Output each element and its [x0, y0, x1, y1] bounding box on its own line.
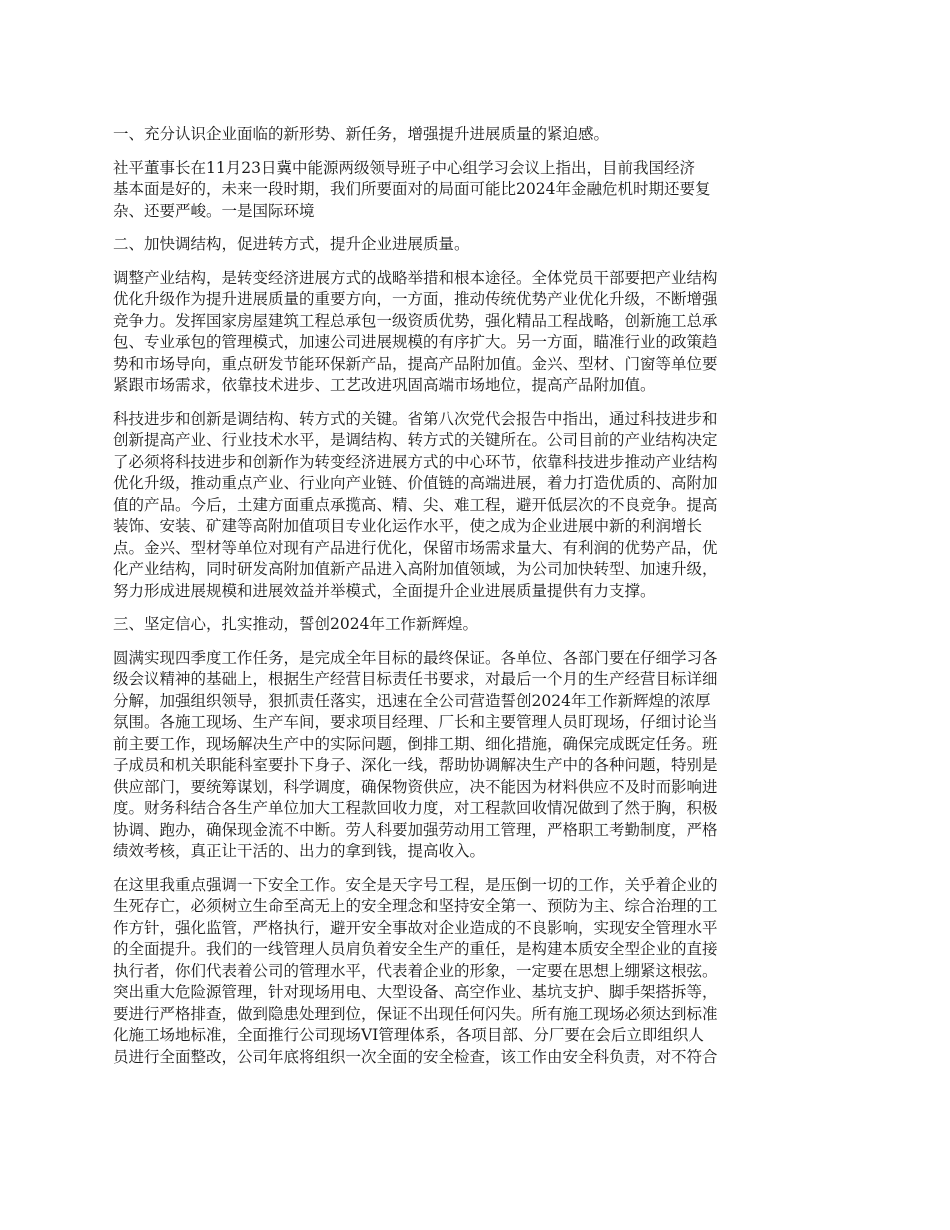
paragraph-fourth-quarter-tasks: 圆满实现四季度工作任务，是完成全年目标的最终保证。各单位、各部门要在仔细学习各 级会议精神的基础上，根据生产经营目标责任书要求，对最后一个月的生产经营目标详细 分解，加强组织领导，狠抓责任落实，迅速在全公司营造誓创2024年工作新辉煌的浓厚 氛围。各施工现场、生产车间，要求项目经理、厂长和主要管理人员盯现场，仔细讨论当 前主要工作，现场解决生产中的实际问题，倒排工期、细化措施，确保完成既定任务。班 子成员和机关职能科室要扑下身子、深化一线，帮助协调解决生产中的各种问题，特别是 供应部门，要统筹谋划，科学调度，确保物资供应，决不能因为材料供应不及时而影响进 度。财务科结合各生产单位加大工程款回收力度，对工程款回收情况做到了然于胸，积极 协调、跑办，确保现金流不中断。劳人科要加强劳动用工管理，严格职工考勤制度，严格 绩效考核，真正让干活的、出力的拿到钱，提高收入。 [113, 648, 718, 860]
paragraph-economic-situation: 社平董事长在11月23日冀中能源两级领导班子中心组学习会议上指出，目前我国经济 基本面是好的，未来一段时期，我们所要面对的局面可能比2024年金融危机时期还要复 杂、还要严峻。一是国际环境 [113, 158, 711, 220]
section-heading-2: 二、加快调结构，促进转方式，提升企业进展质量。 [113, 235, 470, 253]
section-heading-1: 一、充分认识企业面临的新形势、新任务，增强提升进展质量的紧迫感。 [113, 125, 610, 143]
section-heading-3: 三、坚定信心，扎实推动，誓创2024年工作新辉煌。 [113, 615, 478, 633]
paragraph-technology-innovation: 科技进步和创新是调结构、转方式的关键。省第八次党代会报告中指出，通过科技进步和 创新提高产业、行业技术水平，是调结构、转方式的关键所在。公司目前的产业结构决定 了必须将科技进步和创新作为转变经济进展方式的中心环节，依靠科技进步推动产业结构 优化升级，推动重点产业、行业向产业链、价值链的高端进展，着力打造优质的、高附加 值的产品。今后，土建方面重点承揽高、精、尖、难工程，避开低层次的不良竞争。提高 装饰、安装、矿建等高附加值项目专业化运作水平，使之成为企业进展中新的利润增长 点。金兴、型材等单位对现有产品进行优化，保留市场需求量大、有利润的优势产品，优 化产业结构，同时研发高附加值新产品进入高附加值领域，为公司加快转型、加速升级， 努力形成进展规模和进展效益并举模式，全面提升企业进展质量提供有力支撑。 [113, 409, 718, 600]
document-body [113, 124, 840, 1080]
paragraph-industrial-structure: 调整产业结构，是转变经济进展方式的战略举措和根本途径。全体党员干部要把产业结构 优化升级作为提升进展质量的重要方向，一方面，推动传统优势产业优化升级，不断增强 竞争力。发挥国家房屋建筑工程总承包一级资质优势，强化精品工程战略，创新施工总承 包、专业承包的管理模式，加速公司进展规模的有序扩大。另一方面，瞄准行业的政策趋 势和市场导向，重点研发节能环保新产品，提高产品附加值。金兴、型材、门窗等单位要 紧跟市场需求，依靠技术进步、工艺改进巩固高端市场地位，提高产品附加值。 [113, 268, 718, 394]
paragraph-safety-work: 在这里我重点强调一下安全工作。安全是天字号工程，是压倒一切的工作，关乎着企业的 生死存亡，必须树立生命至高无上的安全理念和坚持安全第一、预防为主、综合治理的工 作方针，强化监管，严格执行，避开安全事故对企业造成的不良影响，实现安全管理水平 的全面提升。我们的一线管理人员肩负着安全生产的重任，是构建本质安全型企业的直接 执行者，你们代表着公司的管理水平，代表着企业的形象，一定要在思想上绷紧这根弦。 突出重大危险源管理，针对现场用电、大型设备、高空作业、基坑支护、脚手架搭拆等， 要进行严格排查，做到隐患处理到位，保证不出现任何闪失。所有施工现场必须达到标准 化施工场地标准，全面推行公司现场VI管理体系，各项目部、分厂要在会后立即组织人 员进行全面整改，公司年底将组织一次全面的安全检查，该工作由安全科负责，对不符合 [113, 875, 718, 1066]
